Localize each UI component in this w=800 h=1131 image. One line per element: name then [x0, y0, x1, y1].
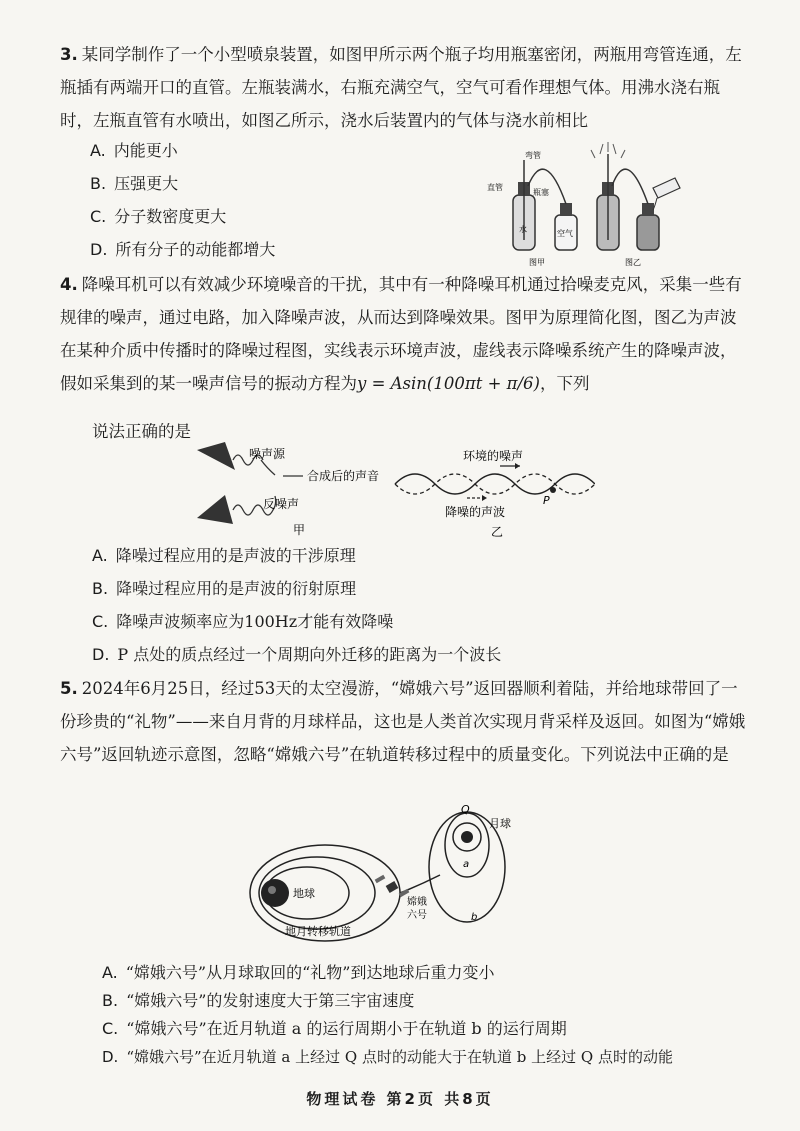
- noise-cancel-figure: [195, 440, 595, 544]
- question-stem: 2024年6月25日，经过53天的太空漫游，“嫦娥六号”返回器顺利着陆，并给地球带回了一份珍贵的“礼物”——来自月背的月球样品，这也是人类首次实现月背采样及返回。如图为“嫦娥六号”返回轨迹示意图，忽略“嫦娥六号”在轨道转移过程中的质量变化。下列说法中正确的是: [60, 679, 746, 764]
- svg-text:降噪的声波: 降噪的声波: [445, 505, 506, 519]
- svg-text:地月转移轨道: 地月转移轨道: [285, 925, 351, 938]
- question-stem: 降噪耳机可以有效减少环境噪音的干扰，其中有一种降噪耳机通过拾噪麦克风，采集一些有规律的噪声，通过电路，加入降噪声波，从而达到降噪效果。图甲为原理简化图，图乙为声波在某种介质中传播时的降噪过程图，实线表示环境声波，虚线表示降噪系统产生的降噪声波，假如采集到的某一噪声信号的振动方程为: [60, 275, 742, 393]
- svg-text:b: b: [471, 912, 478, 923]
- svg-text:噪声源: 噪声源: [249, 447, 286, 461]
- option-d[interactable]: D. “嫦娥六号”在近月轨道 a 上经过 Q 点时的动能大于在轨道 b 上经过 Q 点时的动能: [102, 1048, 673, 1066]
- svg-text:图乙: 图乙: [625, 258, 641, 267]
- option-a[interactable]: A. 降噪过程应用的是声波的干涉原理: [92, 546, 356, 565]
- svg-text:a: a: [463, 859, 470, 870]
- figure-jia: [197, 442, 379, 537]
- svg-text:月球: 月球: [489, 817, 511, 830]
- svg-text:P: P: [543, 494, 550, 507]
- question-number: 4.: [60, 275, 78, 294]
- question-number: 5.: [60, 679, 78, 698]
- option-d[interactable]: D. 所有分子的动能都增大: [90, 240, 276, 259]
- svg-text:直管: 直管: [487, 183, 503, 192]
- option-b[interactable]: B. 压强更大: [90, 174, 179, 193]
- probe-icon: [375, 875, 410, 897]
- svg-text:地球: 地球: [293, 887, 315, 900]
- svg-text:乙: 乙: [491, 525, 504, 539]
- option-b[interactable]: B. “嫦娥六号”的发射速度大于第三宇宙速度: [102, 991, 415, 1010]
- figure-a: [487, 150, 577, 267]
- svg-text:六号: 六号: [407, 910, 427, 921]
- question-5: [60, 672, 750, 771]
- svg-text:反噪声: 反噪声: [263, 497, 300, 511]
- question-3: [60, 38, 750, 137]
- option-d[interactable]: D. P 点处的质点经过一个周期向外迁移的距离为一个波长: [92, 645, 502, 664]
- figure-yi: [395, 448, 595, 539]
- fountain-figure: [485, 140, 695, 274]
- svg-text:甲: 甲: [293, 523, 306, 537]
- svg-text:弯管: 弯管: [525, 151, 541, 160]
- svg-text:嫦娥: 嫦娥: [407, 897, 427, 908]
- svg-text:图甲: 图甲: [529, 258, 545, 267]
- svg-text:合成后的声音: 合成后的声音: [307, 469, 380, 483]
- svg-text:空气: 空气: [557, 229, 573, 238]
- option-c[interactable]: C. “嫦娥六号”在近月轨道 a 的运行周期小于在轨道 b 的运行周期: [102, 1019, 567, 1038]
- figure-b: [591, 142, 680, 267]
- question-4: 4. 降噪耳机可以有效减少环境噪音的干扰，其中有一种降噪耳机通过拾噪麦克风，采集一些有规律的噪声，通过电路，加入降噪声波，从而达到降噪效果。图甲为原理简化图，图乙为声波在某种介质中传播时的降噪过程图，实线表示环境声波，虚线表示降噪系统产生的降噪声波，假如采集到的某一噪声信号的振动方程为y = Asin(100πt + π/6)，下列: [60, 275, 742, 393]
- vibration-formula: y = Asin(100πt + π/6): [357, 374, 540, 393]
- svg-text:Q: Q: [461, 805, 470, 816]
- svg-text:瓶塞: 瓶塞: [533, 188, 549, 197]
- option-c[interactable]: C. 降噪声波频率应为100Hz才能有效降噪: [92, 612, 394, 631]
- question-stem: 某同学制作了一个小型喷泉装置，如图甲所示两个瓶子均用瓶塞密闭，两瓶用弯管连通，左瓶插有两端开口的直管。左瓶装满水，右瓶充满空气，空气可看作理想气体。用沸水浇右瓶时，左瓶直管有水喷出，如图乙所示，浇水后装置内的气体与浇水前相比: [60, 45, 742, 130]
- option-a[interactable]: A. 内能更小: [90, 141, 178, 160]
- svg-text:水: 水: [519, 225, 527, 234]
- option-c[interactable]: C. 分子数密度更大: [90, 207, 227, 226]
- page-footer: 物理试卷 第2页 共8页: [306, 1090, 494, 1108]
- option-b[interactable]: B. 降噪过程应用的是声波的衍射原理: [92, 579, 357, 598]
- question-4-tail: 说法正确的是: [92, 422, 191, 441]
- svg-text:环境的噪声: 环境的噪声: [463, 449, 524, 463]
- orbit-figure: [245, 805, 535, 959]
- option-a[interactable]: A. “嫦娥六号”从月球取回的“礼物”到达地球后重力变小: [102, 963, 495, 982]
- question-number: 3.: [60, 45, 78, 64]
